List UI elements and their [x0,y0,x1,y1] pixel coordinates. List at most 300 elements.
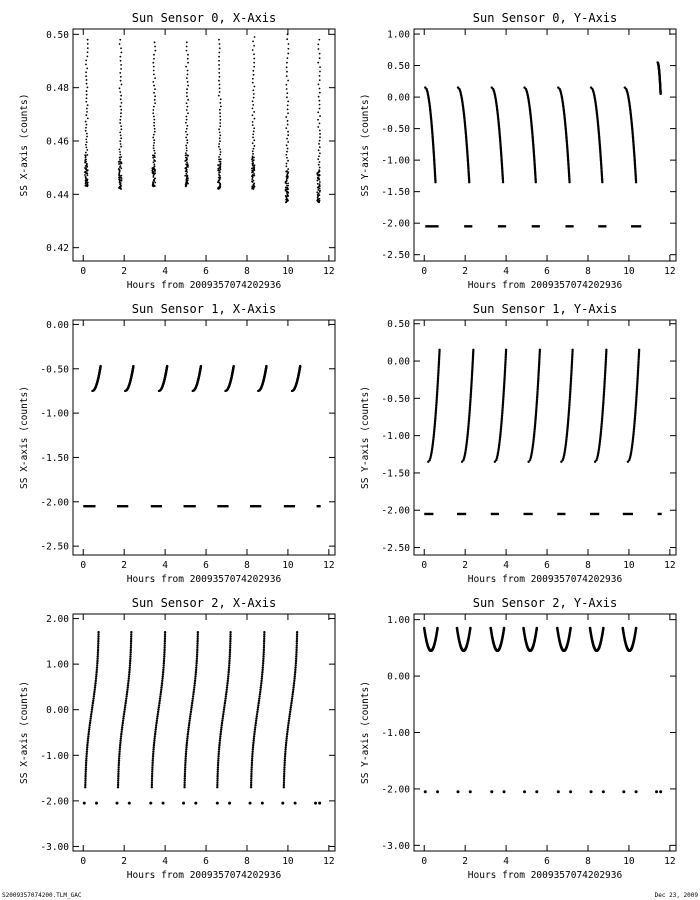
x-tick-label: 6 [203,856,209,867]
data-point [287,188,289,190]
data-point [251,766,253,768]
data-point [216,784,218,786]
data-point [296,644,298,646]
y-tick-label: -2.00 [381,218,410,230]
data-point [251,757,253,759]
data-point [571,349,573,351]
data-point [85,121,87,123]
data-point [194,802,197,805]
data-point [85,101,87,103]
data-point [218,146,220,148]
data-point [129,658,131,660]
data-point [229,638,231,640]
data-point [287,105,289,107]
data-point [190,709,192,711]
data-point [182,802,185,805]
data-point [252,742,254,744]
data-point [130,640,132,642]
data-point [219,137,221,139]
x-tick-label: 6 [203,560,209,571]
data-point [154,182,156,184]
data-point [195,669,197,671]
y-axis-label: SS Y-axis (counts) [360,93,371,197]
y-tick-label: -2.00 [381,784,410,796]
data-point [219,740,221,742]
data-point [128,675,130,677]
data-point [317,111,319,113]
data-point [153,54,155,56]
data-point [252,114,254,116]
data-point [229,631,231,633]
plot-frame [414,320,676,555]
data-point [253,731,255,733]
data-point [217,766,219,768]
data-point [120,125,122,127]
data-point [184,759,186,761]
data-point [253,159,255,161]
data-point [287,185,289,187]
data-point [88,728,90,730]
data-point [187,731,189,733]
data-point [256,711,258,713]
data-point [154,160,156,162]
y-tick-label: 1.00 [387,615,410,627]
data-point [95,680,97,682]
data-point [85,755,87,757]
data-point [183,782,185,784]
data-point [250,779,252,781]
data-point [217,759,219,761]
data-point [117,779,119,781]
data-point [287,160,289,162]
data-point [286,62,288,64]
data-point [161,684,163,686]
data-point [120,733,122,735]
x-tick-label: 0 [80,266,87,277]
data-point [227,678,229,680]
data-point [294,802,297,805]
data-point [93,691,95,693]
data-point [162,666,164,668]
data-point [185,179,187,181]
data-point [221,722,223,724]
data-point [97,638,99,640]
data-point [84,777,86,779]
data-point [186,50,188,52]
data-point [130,635,132,637]
data-point [87,39,89,41]
data-point [194,675,196,677]
data-point [184,768,186,770]
data-point [257,706,259,708]
data-point [287,48,289,50]
data-point [187,85,189,87]
data-point [260,686,262,688]
data-point [287,199,289,201]
data-point [184,777,186,779]
data-point [185,755,187,757]
data-point [120,188,122,190]
data-point [252,153,254,155]
data-point [468,181,470,183]
data-point [286,66,288,68]
data-point [261,669,263,671]
data-point [184,764,186,766]
data-point [118,187,120,189]
data-point [120,143,122,145]
data-point [291,697,293,699]
data-point [219,166,221,168]
data-point [250,770,252,772]
x-tick-label: 6 [544,266,550,277]
data-point [152,168,154,170]
data-point [252,104,254,106]
data-point [164,631,166,633]
data-point [85,185,87,187]
data-point [124,702,126,704]
data-point [87,87,89,89]
data-point [226,686,228,688]
data-point [184,175,186,177]
data-point [132,365,134,367]
data-point [289,709,291,711]
x-tick-label: 4 [503,856,509,867]
data-point [119,151,121,153]
data-point [659,790,662,793]
data-point [154,128,156,130]
data-point [218,60,220,62]
data-point [252,107,254,109]
data-point [226,682,228,684]
data-point [162,675,164,677]
data-point [219,47,221,49]
data-point [119,742,121,744]
data-point [96,658,98,660]
data-point [125,695,127,697]
data-point [318,175,320,177]
data-point [152,748,154,750]
data-point [85,770,87,772]
data-point [283,768,285,770]
y-tick-label: -1.00 [40,408,69,420]
data-point [151,773,153,775]
data-point [263,640,265,642]
data-point [296,640,298,642]
data-point [263,647,265,649]
data-point [153,147,155,149]
data-point [286,735,288,737]
data-point [287,101,289,103]
data-point [185,751,187,753]
data-point [152,157,154,159]
data-point [85,144,87,146]
y-axis-label: SS Y-axis (counts) [360,386,371,489]
data-point [288,720,290,722]
data-point [261,671,263,673]
data-point [287,33,289,35]
data-point [287,134,289,136]
data-point [253,166,255,168]
data-point [284,753,286,755]
data-point [196,649,198,651]
data-point [220,168,222,170]
data-point [154,731,156,733]
data-point [219,737,221,739]
data-point [155,722,157,724]
data-point [284,759,286,761]
data-point [219,102,221,104]
data-point [252,40,254,42]
data-point [85,147,87,149]
data-point [86,180,88,182]
data-point [121,724,123,726]
data-point [117,775,119,777]
data-point [287,131,289,133]
data-point [193,689,195,691]
data-point [185,170,187,172]
data-point [186,92,188,94]
data-point [186,150,188,152]
data-point [118,161,120,163]
x-tick-label: 10 [623,266,635,277]
data-point [153,163,155,165]
data-point [120,76,122,78]
data-point [189,717,191,719]
data-point [229,640,231,642]
data-point [129,651,131,653]
data-point [503,627,506,630]
data-point [188,726,190,728]
data-point [158,704,160,706]
footer-filename: S2009357074200.TLM_GAC [2,892,82,899]
data-point [251,759,253,761]
data-point [319,123,321,125]
y-tick-label: -1.00 [40,750,69,762]
y-tick-label: 0.00 [46,705,69,717]
data-point [261,802,264,805]
data-point [151,764,153,766]
data-point [229,635,231,637]
data-point [86,746,88,748]
data-point [250,775,252,777]
data-point [219,112,221,114]
chart-panel-2 [19,302,335,585]
data-point [120,98,122,100]
data-point [87,47,89,49]
data-point [184,160,186,162]
data-point [86,97,88,99]
data-point [184,766,186,768]
data-point [163,660,165,662]
data-point [127,686,129,688]
chart-panel-3 [360,302,676,585]
y-tick-label: 0.50 [387,61,410,73]
data-point [286,75,288,77]
data-point [219,109,221,111]
x-tick-label: 12 [323,560,335,571]
data-point [317,43,319,45]
data-point [158,706,160,708]
data-point [502,181,504,183]
data-point [188,724,190,726]
data-point [154,99,156,101]
data-point [118,759,120,761]
data-point [85,64,87,66]
data-point [85,138,87,140]
data-point [635,181,637,183]
data-point [228,664,230,666]
data-point [222,711,224,713]
data-point [86,170,88,172]
data-point [262,666,264,668]
data-point [154,156,156,158]
data-point [319,161,321,163]
data-point [219,43,221,45]
data-point [128,669,130,671]
data-point [262,655,264,657]
data-point [151,762,153,764]
data-point [86,55,88,57]
data-point [92,702,94,704]
data-point [262,653,264,655]
data-point [84,786,86,788]
data-point [160,686,162,688]
data-point [284,748,286,750]
data-point [186,147,188,149]
data-point [287,80,289,82]
data-point [151,770,153,772]
data-point [220,105,222,107]
data-point [117,773,119,775]
data-point [318,155,320,157]
data-point [296,633,298,635]
data-point [228,658,230,660]
data-point [188,722,190,724]
data-point [228,660,230,662]
data-point [162,669,164,671]
data-point [153,142,155,144]
data-point [117,768,119,770]
data-point [164,635,166,637]
data-point [287,182,289,184]
y-tick-label: 0.00 [387,92,410,104]
data-point [86,83,88,85]
data-point [120,80,122,82]
data-point [317,194,319,196]
x-tick-label: 6 [203,266,209,277]
data-point [86,111,88,113]
data-point [118,173,120,175]
data-point [257,709,259,711]
data-point [186,737,188,739]
data-series [83,631,321,805]
data-point [253,74,255,76]
data-point [296,638,298,640]
data-point [154,733,156,735]
data-point [186,95,188,97]
data-point [289,711,291,713]
data-point [84,784,86,786]
data-point [252,740,254,742]
data-point [294,675,296,677]
data-point [91,706,93,708]
data-point [229,633,231,635]
data-point [152,757,154,759]
data-point [154,102,156,104]
data-point [217,762,219,764]
data-point [154,88,156,90]
data-point [317,199,319,201]
data-point [293,680,295,682]
data-point [159,693,161,695]
data-point [287,112,289,114]
data-point [253,145,255,147]
x-tick-label: 8 [585,560,591,571]
data-point [183,784,185,786]
data-point [185,746,187,748]
data-point [85,172,87,174]
data-point [186,102,188,104]
data-point [218,80,220,82]
data-point [294,673,296,675]
data-point [127,684,129,686]
data-point [187,99,189,101]
data-point [156,717,158,719]
data-point [120,95,122,97]
data-point [290,704,292,706]
data-point [254,726,256,728]
data-point [281,802,284,805]
data-point [254,186,256,188]
data-point [153,165,155,167]
data-point [153,742,155,744]
data-point [569,627,572,630]
data-point [292,689,294,691]
data-point [120,47,122,49]
data-point [299,365,301,367]
data-point [119,748,121,750]
data-point [97,633,99,635]
data-point [220,728,222,730]
data-point [259,691,261,693]
data-point [162,802,165,805]
data-point [95,675,97,677]
data-point [219,183,221,185]
data-point [638,349,640,351]
data-point [187,62,189,64]
data-point [254,86,256,88]
data-point [285,746,287,748]
data-point [253,93,255,95]
data-point [84,775,86,777]
data-point [191,704,193,706]
data-point [216,779,218,781]
data-point [184,779,186,781]
x-tick-label: 12 [664,560,676,571]
data-point [187,70,189,72]
data-point [154,41,156,43]
data-point [184,757,186,759]
data-point [120,167,122,169]
data-point [187,728,189,730]
data-point [252,150,254,152]
data-point [184,770,186,772]
data-point [86,94,88,96]
data-point [130,647,132,649]
data-point [229,642,231,644]
data-point [130,631,132,633]
data-point [184,773,186,775]
